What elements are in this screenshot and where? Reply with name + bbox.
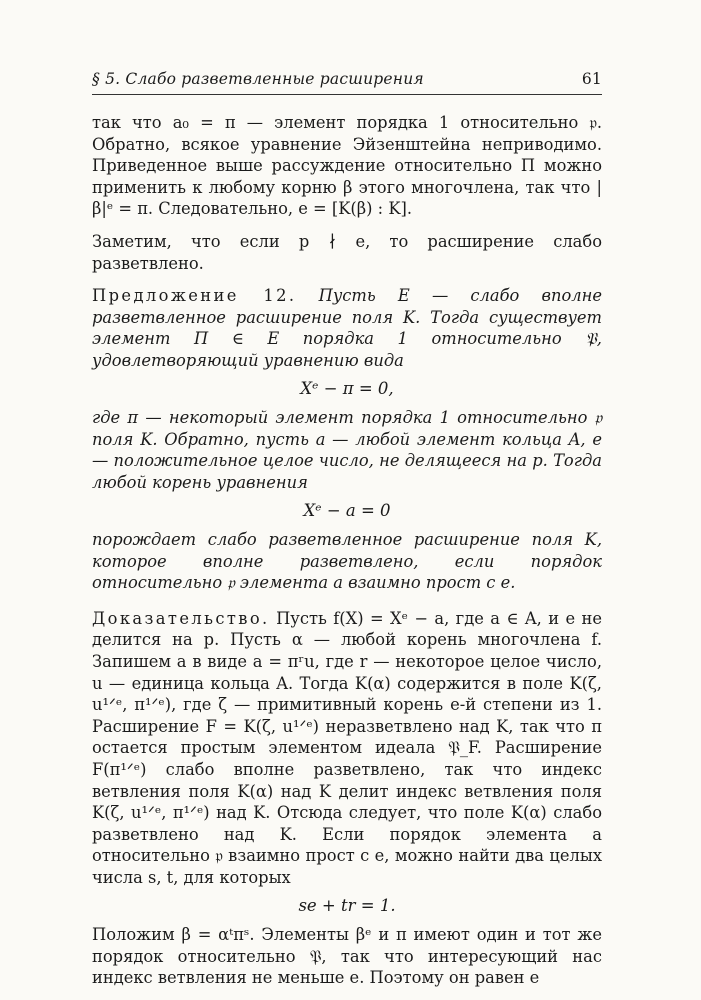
running-header <box>92 70 602 88</box>
page-body <box>92 112 602 989</box>
page-number: 61 <box>581 70 602 88</box>
paragraph-gap <box>92 220 602 231</box>
proposition-text-2: где π — некоторый элемент порядка 1 относительно 𝔭 поля K. Обратно, пусть a — любой элемент кольца A, e — положительное целое число, не делящееся на p. Тогда любой корень уравнения <box>92 408 602 492</box>
proposition-text-3: порождает слабо разветвленное расширение поля K, которое вполне разветвлено, если порядок относительно 𝔭 элемента a взаимно прост с e. <box>92 530 602 593</box>
paragraph-1: так что a₀ = π — элемент порядка 1 относительно 𝔭. Обратно, всякое уравнение Эйзенштейна неприводимо. Приведенное выше рассуждение относительно Π можно применить к любому корню β этого многочлена, так что |β|ᵉ = π. Следовательно, e = [K(β) : K]. <box>92 113 602 219</box>
header-title: § 5. Слабо разветвленные расширения <box>92 70 424 88</box>
formula-3: se + tr = 1. <box>298 895 396 915</box>
remark-text: Заметим, что если p ∤ e, то расширение слабо разветвлено. <box>92 231 602 273</box>
proof-label: Доказательство. <box>92 608 270 628</box>
paragraph-gap <box>92 274 602 285</box>
proof-paragraph <box>92 608 602 889</box>
proposition-text-1: Пусть E — слабо вполне разветвленное расширение поля K. Тогда существует элемент Π ∈ E порядка 1 относительно 𝔓, удовлетворяющий уравнению вида <box>92 286 602 370</box>
formula-1: Xᵉ − π = 0, <box>300 378 394 398</box>
proposition-label: Предложение 12. <box>92 286 297 306</box>
section-gap <box>92 594 602 608</box>
last-paragraph: Положим β = αᵗπˢ. Элементы βᵉ и π имеют один и тот же порядок относительно 𝔓, так что интересующий нас индекс ветвления не меньше e. Поэтому он равен e <box>92 925 602 988</box>
proposition-paragraph <box>92 285 602 371</box>
formula-2: Xᵉ − a = 0 <box>303 500 391 520</box>
proof-text: Пусть f(X) = Xᵉ − a, где a ∈ A, и e не делится на p. Пусть α — любой корень многочлена f. Запишем a в виде a = πʳu, где r — некоторое целое число, u — единица кольца A. Тогда K(α) содержится в поле K(ζ, u¹ᐟᵉ, π¹ᐟᵉ), где ζ — примитивный корень e-й степени из 1. Расширение F = K(ζ, u¹ᐟᵉ) неразветвлено над K, так что π остается простым элементом идеала 𝔓_F. Расширение F(π¹ᐟᵉ) слабо вполне разветвлено, так что индекс ветвления поля K(α) над K делит индекс ветвления поля K(ζ, u¹ᐟᵉ, π¹ᐟᵉ) над K. Отсюда следует, что поле K(α) слабо разветвлено над K. Если порядок элемента a относительно 𝔭 взаимно прост с e, можно найти два целых числа s, t, для которых <box>92 608 602 887</box>
paragraph-2 <box>92 231 602 274</box>
header-rule <box>92 94 602 95</box>
